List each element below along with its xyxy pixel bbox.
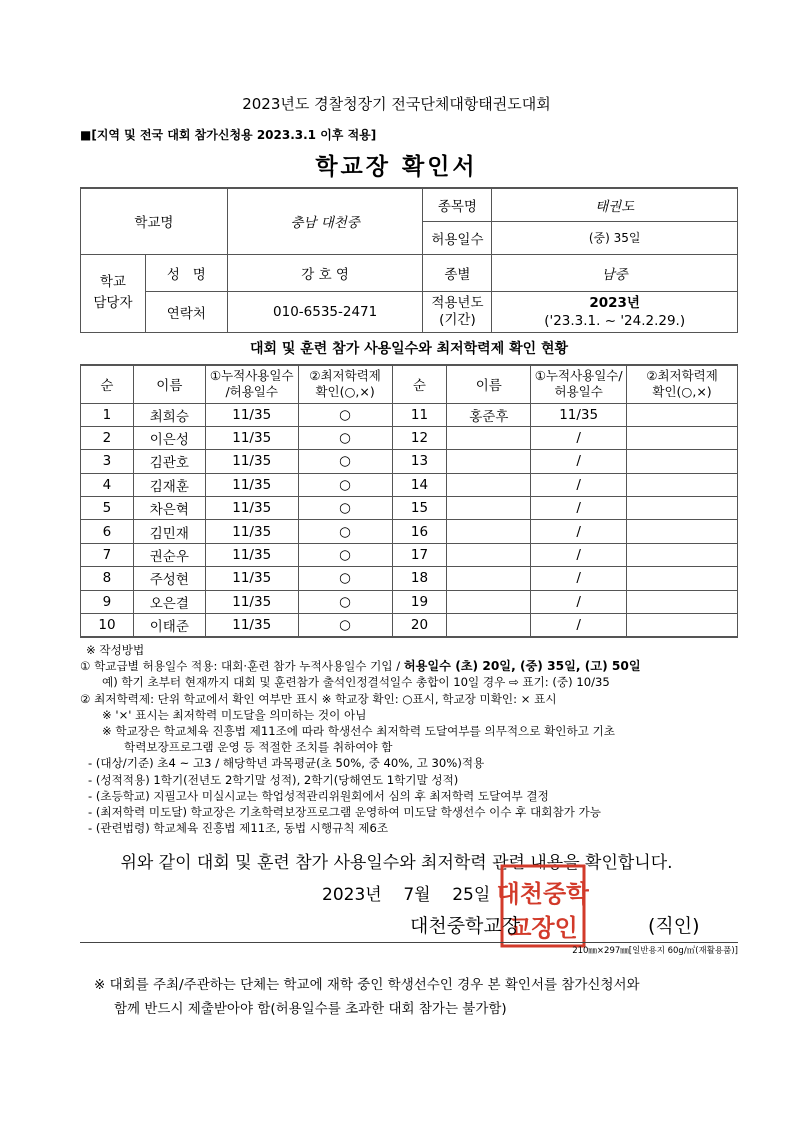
cell-check2 bbox=[627, 590, 738, 613]
date-month: 7월 bbox=[403, 885, 431, 905]
instructions bbox=[80, 642, 760, 836]
table-row bbox=[81, 403, 738, 426]
cell-name: 김민재 bbox=[133, 520, 205, 543]
cell-no: 1 bbox=[81, 403, 134, 426]
cell-days2: / bbox=[531, 497, 627, 520]
cell-check: ○ bbox=[298, 497, 392, 520]
cell-days2: / bbox=[531, 590, 627, 613]
cell-no: 2 bbox=[81, 426, 134, 449]
cell-no: 7 bbox=[81, 543, 134, 566]
year-value: 2023년 bbox=[589, 294, 640, 311]
cell-days: 11/35 bbox=[205, 520, 298, 543]
header-name: 이름 bbox=[133, 365, 205, 403]
table-row bbox=[81, 520, 738, 543]
date-day: 25일 bbox=[452, 885, 491, 905]
cell-check: ○ bbox=[298, 473, 392, 496]
cell-name: 김재훈 bbox=[133, 473, 205, 496]
cell-no: 10 bbox=[81, 614, 134, 637]
table-row bbox=[81, 590, 738, 613]
cell-name: 권순우 bbox=[133, 543, 205, 566]
cell-no: 3 bbox=[81, 450, 134, 473]
cell-check2 bbox=[627, 473, 738, 496]
allowed-days-label: 허용일수 bbox=[423, 221, 492, 254]
header-days-2: ①누적사용일수/ 허용일수 bbox=[531, 365, 627, 403]
manager-name-value: 강 호 영 bbox=[227, 254, 423, 291]
cell-check2 bbox=[627, 520, 738, 543]
cell-check2 bbox=[627, 426, 738, 449]
footer-note bbox=[94, 973, 640, 1021]
header-name-2: 이름 bbox=[447, 365, 531, 403]
cell-check: ○ bbox=[298, 590, 392, 613]
cell-days2: / bbox=[531, 614, 627, 637]
footer-line-2: 함께 반드시 제출받아야 함(허용일수를 초과한 대회 참가는 불가함) bbox=[114, 1001, 507, 1017]
note-1-example: 예) 학기 초부터 현재까지 대회 및 훈련참가 출석인정결석일수 총합이 10일 경우 ⇨ 표기: (중) 10/35 bbox=[102, 675, 610, 690]
athlete-table bbox=[80, 364, 738, 638]
cell-no: 9 bbox=[81, 590, 134, 613]
cell-name: 최희승 bbox=[133, 403, 205, 426]
principal-name: 대천중학교장 bbox=[410, 915, 521, 937]
cell-days: 11/35 bbox=[205, 497, 298, 520]
cell-name2 bbox=[447, 426, 531, 449]
cell-check2 bbox=[627, 567, 738, 590]
info-table bbox=[80, 187, 738, 333]
table-row bbox=[81, 543, 738, 566]
school-name-label: 학교명 bbox=[81, 188, 228, 254]
cell-no2: 15 bbox=[392, 497, 447, 520]
cell-name: 이은성 bbox=[133, 426, 205, 449]
cell-no2: 14 bbox=[392, 473, 447, 496]
note-1-text: ① 학교급별 허용일수 적용: 대회·훈련 참가 누적사용일수 기입 / bbox=[80, 659, 404, 674]
manager-label: 학교 담당자 bbox=[81, 254, 146, 332]
cell-check: ○ bbox=[298, 426, 392, 449]
cell-check2 bbox=[627, 543, 738, 566]
paper-spec: 210㎜×297㎜[일반용지 60g/㎡(재활용품)] bbox=[572, 946, 738, 956]
cell-name: 차은혁 bbox=[133, 497, 205, 520]
category-value: 남중 bbox=[492, 254, 738, 291]
table-row bbox=[81, 473, 738, 496]
note-2-b2: 학력보장프로그램 운영 등 적절한 조치를 취하여야 함 bbox=[124, 740, 393, 755]
cell-check2 bbox=[627, 614, 738, 637]
divider bbox=[80, 942, 738, 943]
cell-name2 bbox=[447, 497, 531, 520]
note-1-bold: 허용일수 (초) 20일, (중) 35일, (고) 50일 bbox=[403, 659, 641, 674]
seal-label: (직인) bbox=[648, 915, 700, 937]
seal-text-top: 대천중학 bbox=[497, 879, 589, 908]
section-title: 대회 및 훈련 참가 사용일수와 최저학력제 확인 현황 bbox=[249, 341, 569, 357]
cell-days: 11/35 bbox=[205, 590, 298, 613]
cell-no2: 11 bbox=[392, 403, 447, 426]
header-academic-2: ②최저학력제 확인(○,×) bbox=[627, 365, 738, 403]
cell-no2: 20 bbox=[392, 614, 447, 637]
note-2: ② 최저학력제: 단위 학교에서 확인 여부만 표시 ※ 학교장 확인: ○표시, 학교장 미확인: × 표시 bbox=[80, 691, 557, 706]
date-year: 2023년 bbox=[322, 885, 382, 905]
cell-days2: / bbox=[531, 567, 627, 590]
cell-days: 11/35 bbox=[205, 543, 298, 566]
cell-no2: 19 bbox=[392, 590, 447, 613]
cell-check2 bbox=[627, 497, 738, 520]
detail-5: - (관련법령) 학교체육 진흥법 제11조, 동법 시행규칙 제6조 bbox=[88, 821, 389, 836]
cell-check: ○ bbox=[298, 450, 392, 473]
cell-name: 오은결 bbox=[133, 590, 205, 613]
table-row bbox=[81, 426, 738, 449]
cell-days2: / bbox=[531, 473, 627, 496]
table-row bbox=[81, 497, 738, 520]
cell-days: 11/35 bbox=[205, 426, 298, 449]
cell-no2: 16 bbox=[392, 520, 447, 543]
contact-label: 연락처 bbox=[145, 291, 227, 332]
cell-check2 bbox=[627, 450, 738, 473]
cell-no: 6 bbox=[81, 520, 134, 543]
cell-check: ○ bbox=[298, 520, 392, 543]
cell-days: 11/35 bbox=[205, 614, 298, 637]
confirmation-date bbox=[322, 880, 490, 905]
detail-3: - (초등학교) 지필고사 미실시교는 학업성적관리위원회에서 심의 후 최저학력 도달여부 결정 bbox=[88, 788, 549, 803]
cell-days2: / bbox=[531, 426, 627, 449]
note-2-a: ※ '×' 표시는 최저학력 미도달을 의미하는 것이 아님 bbox=[102, 707, 367, 722]
table-row bbox=[81, 450, 738, 473]
contact-value: 010-6535-2471 bbox=[227, 291, 423, 332]
sport-value: 태권도 bbox=[492, 188, 738, 221]
cell-name2 bbox=[447, 614, 531, 637]
cell-name2 bbox=[447, 450, 531, 473]
event-title: 2023년도 경찰청장기 전국단체대항태권도대회 bbox=[242, 95, 551, 113]
cell-name: 이태준 bbox=[133, 614, 205, 637]
header-days: ①누적사용일수 /허용일수 bbox=[205, 365, 298, 403]
note-2-b1: ※ 학교장은 학교체육 진흥법 제11조에 따라 학생선수 최저학력 도달여부를 의무적으로 확인하고 기초 bbox=[102, 724, 615, 739]
official-seal bbox=[497, 860, 589, 952]
detail-2: - (성적적용) 1학기(전년도 2학기말 성적), 2학기(당해연도 1학기말 성적) bbox=[88, 772, 459, 787]
cell-name2: 홍준후 bbox=[447, 403, 531, 426]
cell-name2 bbox=[447, 520, 531, 543]
cell-days: 11/35 bbox=[205, 473, 298, 496]
cell-days2: 11/35 bbox=[531, 403, 627, 426]
cell-no2: 17 bbox=[392, 543, 447, 566]
cell-check: ○ bbox=[298, 567, 392, 590]
cell-name2 bbox=[447, 567, 531, 590]
school-name-value: 충남 대천중 bbox=[227, 188, 423, 254]
table-row bbox=[81, 567, 738, 590]
table-row bbox=[81, 614, 738, 637]
cell-name2 bbox=[447, 473, 531, 496]
detail-4: - (최저학력 미도달) 학교장은 기초학력보장프로그램 운영하여 미도달 학생선수 이수 후 대회참가 가능 bbox=[88, 805, 601, 820]
cell-name2 bbox=[447, 590, 531, 613]
year-cell bbox=[492, 291, 738, 332]
cell-no2: 18 bbox=[392, 567, 447, 590]
note-1 bbox=[80, 658, 760, 674]
cell-name: 주성현 bbox=[133, 567, 205, 590]
manager-name-label: 성 명 bbox=[145, 254, 227, 291]
cell-name: 김관호 bbox=[133, 450, 205, 473]
cell-days: 11/35 bbox=[205, 403, 298, 426]
cell-check: ○ bbox=[298, 403, 392, 426]
seal-text-bottom: 교장인 bbox=[508, 913, 578, 942]
footer-line-1: ※ 대회를 주최/주관하는 단체는 학교에 재학 중인 학생선수인 경우 본 확인서를 참가신청서와 bbox=[94, 977, 640, 993]
cell-check: ○ bbox=[298, 614, 392, 637]
cell-days: 11/35 bbox=[205, 450, 298, 473]
header-academic: ②최저학력제 확인(○,×) bbox=[298, 365, 392, 403]
document-title: 학교장 확인서 bbox=[315, 154, 478, 180]
cell-no: 4 bbox=[81, 473, 134, 496]
application-note: ■[지역 및 전국 대회 참가신청용 2023.3.1 이후 적용] bbox=[80, 128, 377, 142]
category-label: 종별 bbox=[423, 254, 492, 291]
cell-no2: 12 bbox=[392, 426, 447, 449]
year-label: 적용년도 (기간) bbox=[423, 291, 492, 332]
detail-1: - (대상/기준) 초4 ~ 고3 / 해당학년 과목평균(초 50%, 중 40%, 고 30%)적용 bbox=[88, 756, 485, 771]
notes-heading: ※ 작성방법 bbox=[86, 643, 145, 657]
cell-check2 bbox=[627, 403, 738, 426]
header-no-2: 순 bbox=[392, 365, 447, 403]
period-value: ('23.3.1. ~ '24.2.29.) bbox=[544, 312, 686, 329]
cell-days: 11/35 bbox=[205, 567, 298, 590]
allowed-days-value: (중) 35일 bbox=[492, 221, 738, 254]
cell-no: 5 bbox=[81, 497, 134, 520]
cell-days2: / bbox=[531, 543, 627, 566]
cell-check: ○ bbox=[298, 543, 392, 566]
confirmation-text: 위와 같이 대회 및 훈련 참가 사용일수와 최저학력 관련 내용을 확인합니다. bbox=[120, 853, 673, 873]
cell-days2: / bbox=[531, 520, 627, 543]
cell-no2: 13 bbox=[392, 450, 447, 473]
cell-name2 bbox=[447, 543, 531, 566]
cell-no: 8 bbox=[81, 567, 134, 590]
header-no: 순 bbox=[81, 365, 134, 403]
sport-label: 종목명 bbox=[423, 188, 492, 221]
cell-days2: / bbox=[531, 450, 627, 473]
